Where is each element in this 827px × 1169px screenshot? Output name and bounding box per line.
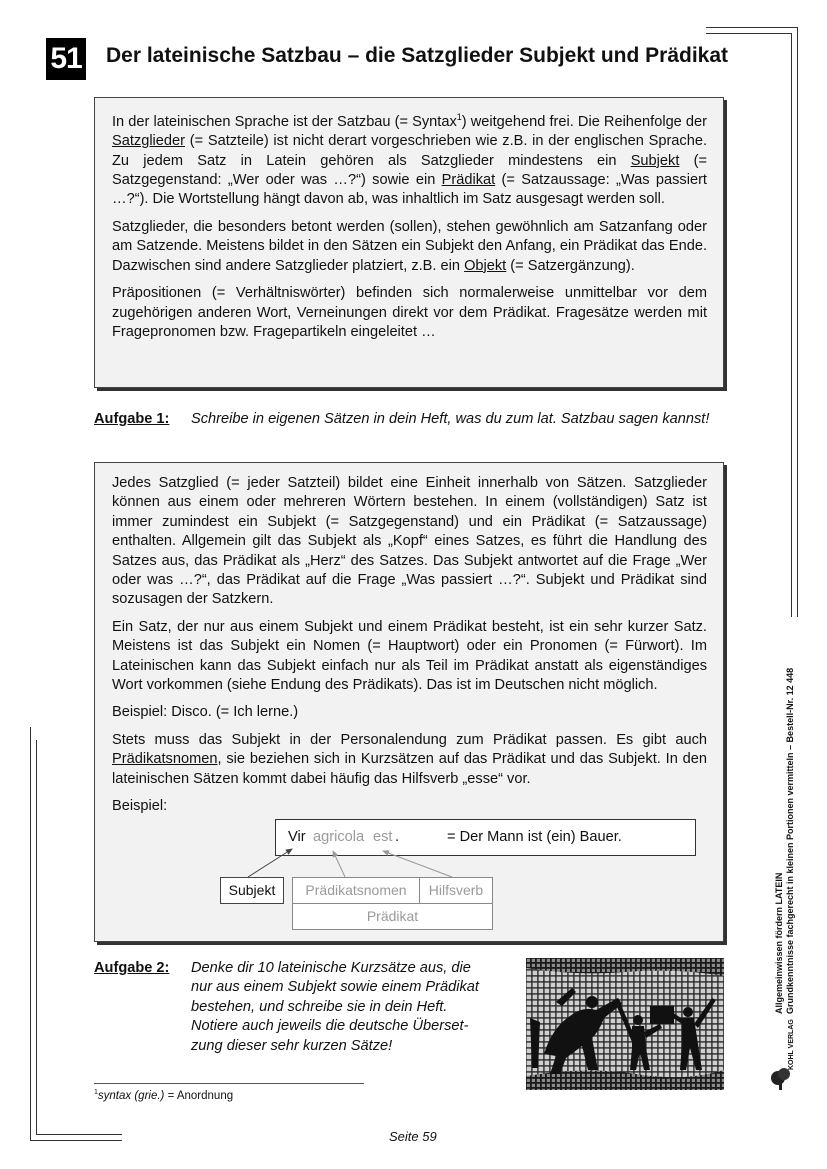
task-2-label: Aufgabe 2: (94, 960, 170, 976)
footnote: $^1$syntax (grie.) = Anordnung (94, 1089, 234, 1102)
info2-example-disco: Beispiel: Disco. (= Ich lerne.) (112, 704, 299, 721)
tree-logo-icon (768, 1030, 800, 1092)
label-hilfsverb: Hilfsverb (419, 877, 493, 904)
roman-mosaic-image (526, 958, 724, 1090)
task-2 (94, 959, 514, 1056)
arrow-subjekt (248, 849, 292, 877)
info-paragraph-2: Satzglieder, die besonders betont werden (sollen), stehen gewöhnlich am Satzanfang oder am Satzende. Meistens bildet in den Sätzen ein Subjekt den Anfang, ein Prädikat das Ende. Dazwischen sind andere Satzglieder platziert, z.B. ein Objekt (= Satzergänzung). (112, 218, 707, 274)
footnote-rule (94, 1083, 364, 1084)
info2-paragraph-2: Ein Satz, der nur aus einem Subjekt und einem Prädikat besteht, ist ein sehr kurzer Satz. Meistens ist das Subjekt ein Nomen (= Hauptwort) oder ein Pronomen (= Fürwort). Im Lateinischen kann das Subjekt einfach nur als Teil im Prädikat anstatt als eigenständiges Wort vorkommen (siehe Endung des Prädikats). Das ist im Deutschen nicht möglich. (112, 618, 707, 694)
info-paragraph-1: In der lateinischen Sprache ist der Satzbau (= Syntax$^1$) weitgehend frei. Die Reihenfolge der Satzglieder (= Satzteile) ist nicht derart vorgeschrieben wie z.B. in der englischen Sprache. Zu jedem Satz in Latein gehören als Satzglieder mindestens ein Subjekt (= Satzgegenstand: „Wer oder was …?“) sowie ein Prädikat (= Satzaussage: „Was passiert …?“). Die Wortstellung hängt davon ab, was inhaltlich im Satz ausgesagt werden soll. (112, 112, 707, 208)
term-praedikat: Prädikat (441, 172, 496, 189)
example-word-agricola: agricola (313, 829, 365, 845)
label-praedikat: Prädikat (292, 903, 493, 930)
label-praedikatsnomen: Prädikatsnomen (292, 877, 420, 904)
example-label: Beispiel: (112, 798, 168, 815)
term-objekt: Objekt (464, 257, 507, 274)
info-paragraph-3: Präpositionen (= Verhältniswörter) befinden sich normalerweise unmittelbar vor dem zugehörigen anderen Wort, Verneinungen direkt vor dem Prädikat. Fragesätze werden mit Fragepronomen bzw. Fragepartikeln eingeleitet … (112, 285, 707, 340)
sidebar-publisher-info: Allgemeinwissen fördern LATEIN Grundkenntnisse fachgerecht in kleinen Portionen vermitteln – Bestell-Nr. 12 448 (774, 667, 795, 1014)
arrow-praedikatsnomen (333, 851, 345, 877)
publisher-logo (768, 1019, 800, 1092)
arrow-hilfsverb (383, 851, 452, 877)
label-subjekt: Subjekt (220, 877, 284, 904)
chapter-number: 51 (46, 38, 86, 80)
publisher-name: KOHL VERLAG (788, 1019, 795, 1070)
example-word-est: est (373, 829, 393, 845)
info2-paragraph-4: Stets muss das Subjekt in der Personalendung zum Prädikat passen. Es gibt auch Prädikatsnomen, sie beziehen sich in Kurzsätzen auf das Prädikat und das Subjekt. In den lateinischen Sätzen kommt dabei häufig das Hilfsverb „esse“ vor. (112, 731, 707, 787)
example-dot: . (395, 829, 400, 845)
page-title: Der lateinische Satzbau – die Satzglieder Subjekt und Prädikat (106, 44, 729, 67)
page-number: Seite 59 (389, 1129, 437, 1144)
example-word-vir: Vir (288, 829, 306, 845)
task-1-label: Aufgabe 1: (94, 411, 170, 427)
info2-paragraph-1: Jedes Satzglied (= jeder Satzteil) bildet eine Einheit innerhalb von Sätzen. Satzglieder können aus einem oder mehreren Wörtern bestehen. In einem (vollständigen) Satz ist immer zumindest ein Subjekt (= Satzgegenstand) und ein Prädikat (= Satzaussage) enthalten. Allgemein gilt das Subjekt als „Kopf“ eines Satzes, es führt die Handlung des Satzes aus, das Prädikat als „Herz“ des Satzes. Das Subjekt antwortet auf die Frage „Wer oder was …?“, das Prädikat auf die Frage „Was passiert …?“. Subjekt und Prädikat sind sozusagen der Satzkern. (112, 475, 707, 608)
term-praedikatsnomen: Prädikatsnomen (112, 751, 218, 768)
task-1-text: Schreibe in eigenen Sätzen in dein Heft, was du zum lat. Satzbau sagen kannst! (191, 411, 710, 427)
task-2-text: Denke dir 10 lateinische Kurzsätze aus, die nur aus einem Subjekt sowie einem Prädikat bestehen, und schreibe sie in dein Heft. Notiere auch jeweils die deutsche Überset- zung dieser sehr kurzen Sätze! (191, 960, 479, 1054)
term-satzglieder: Satzglieder (112, 133, 186, 150)
example-translation: = Der Mann ist (ein) Bauer. (447, 829, 622, 845)
term-subjekt: Subjekt (630, 152, 680, 169)
